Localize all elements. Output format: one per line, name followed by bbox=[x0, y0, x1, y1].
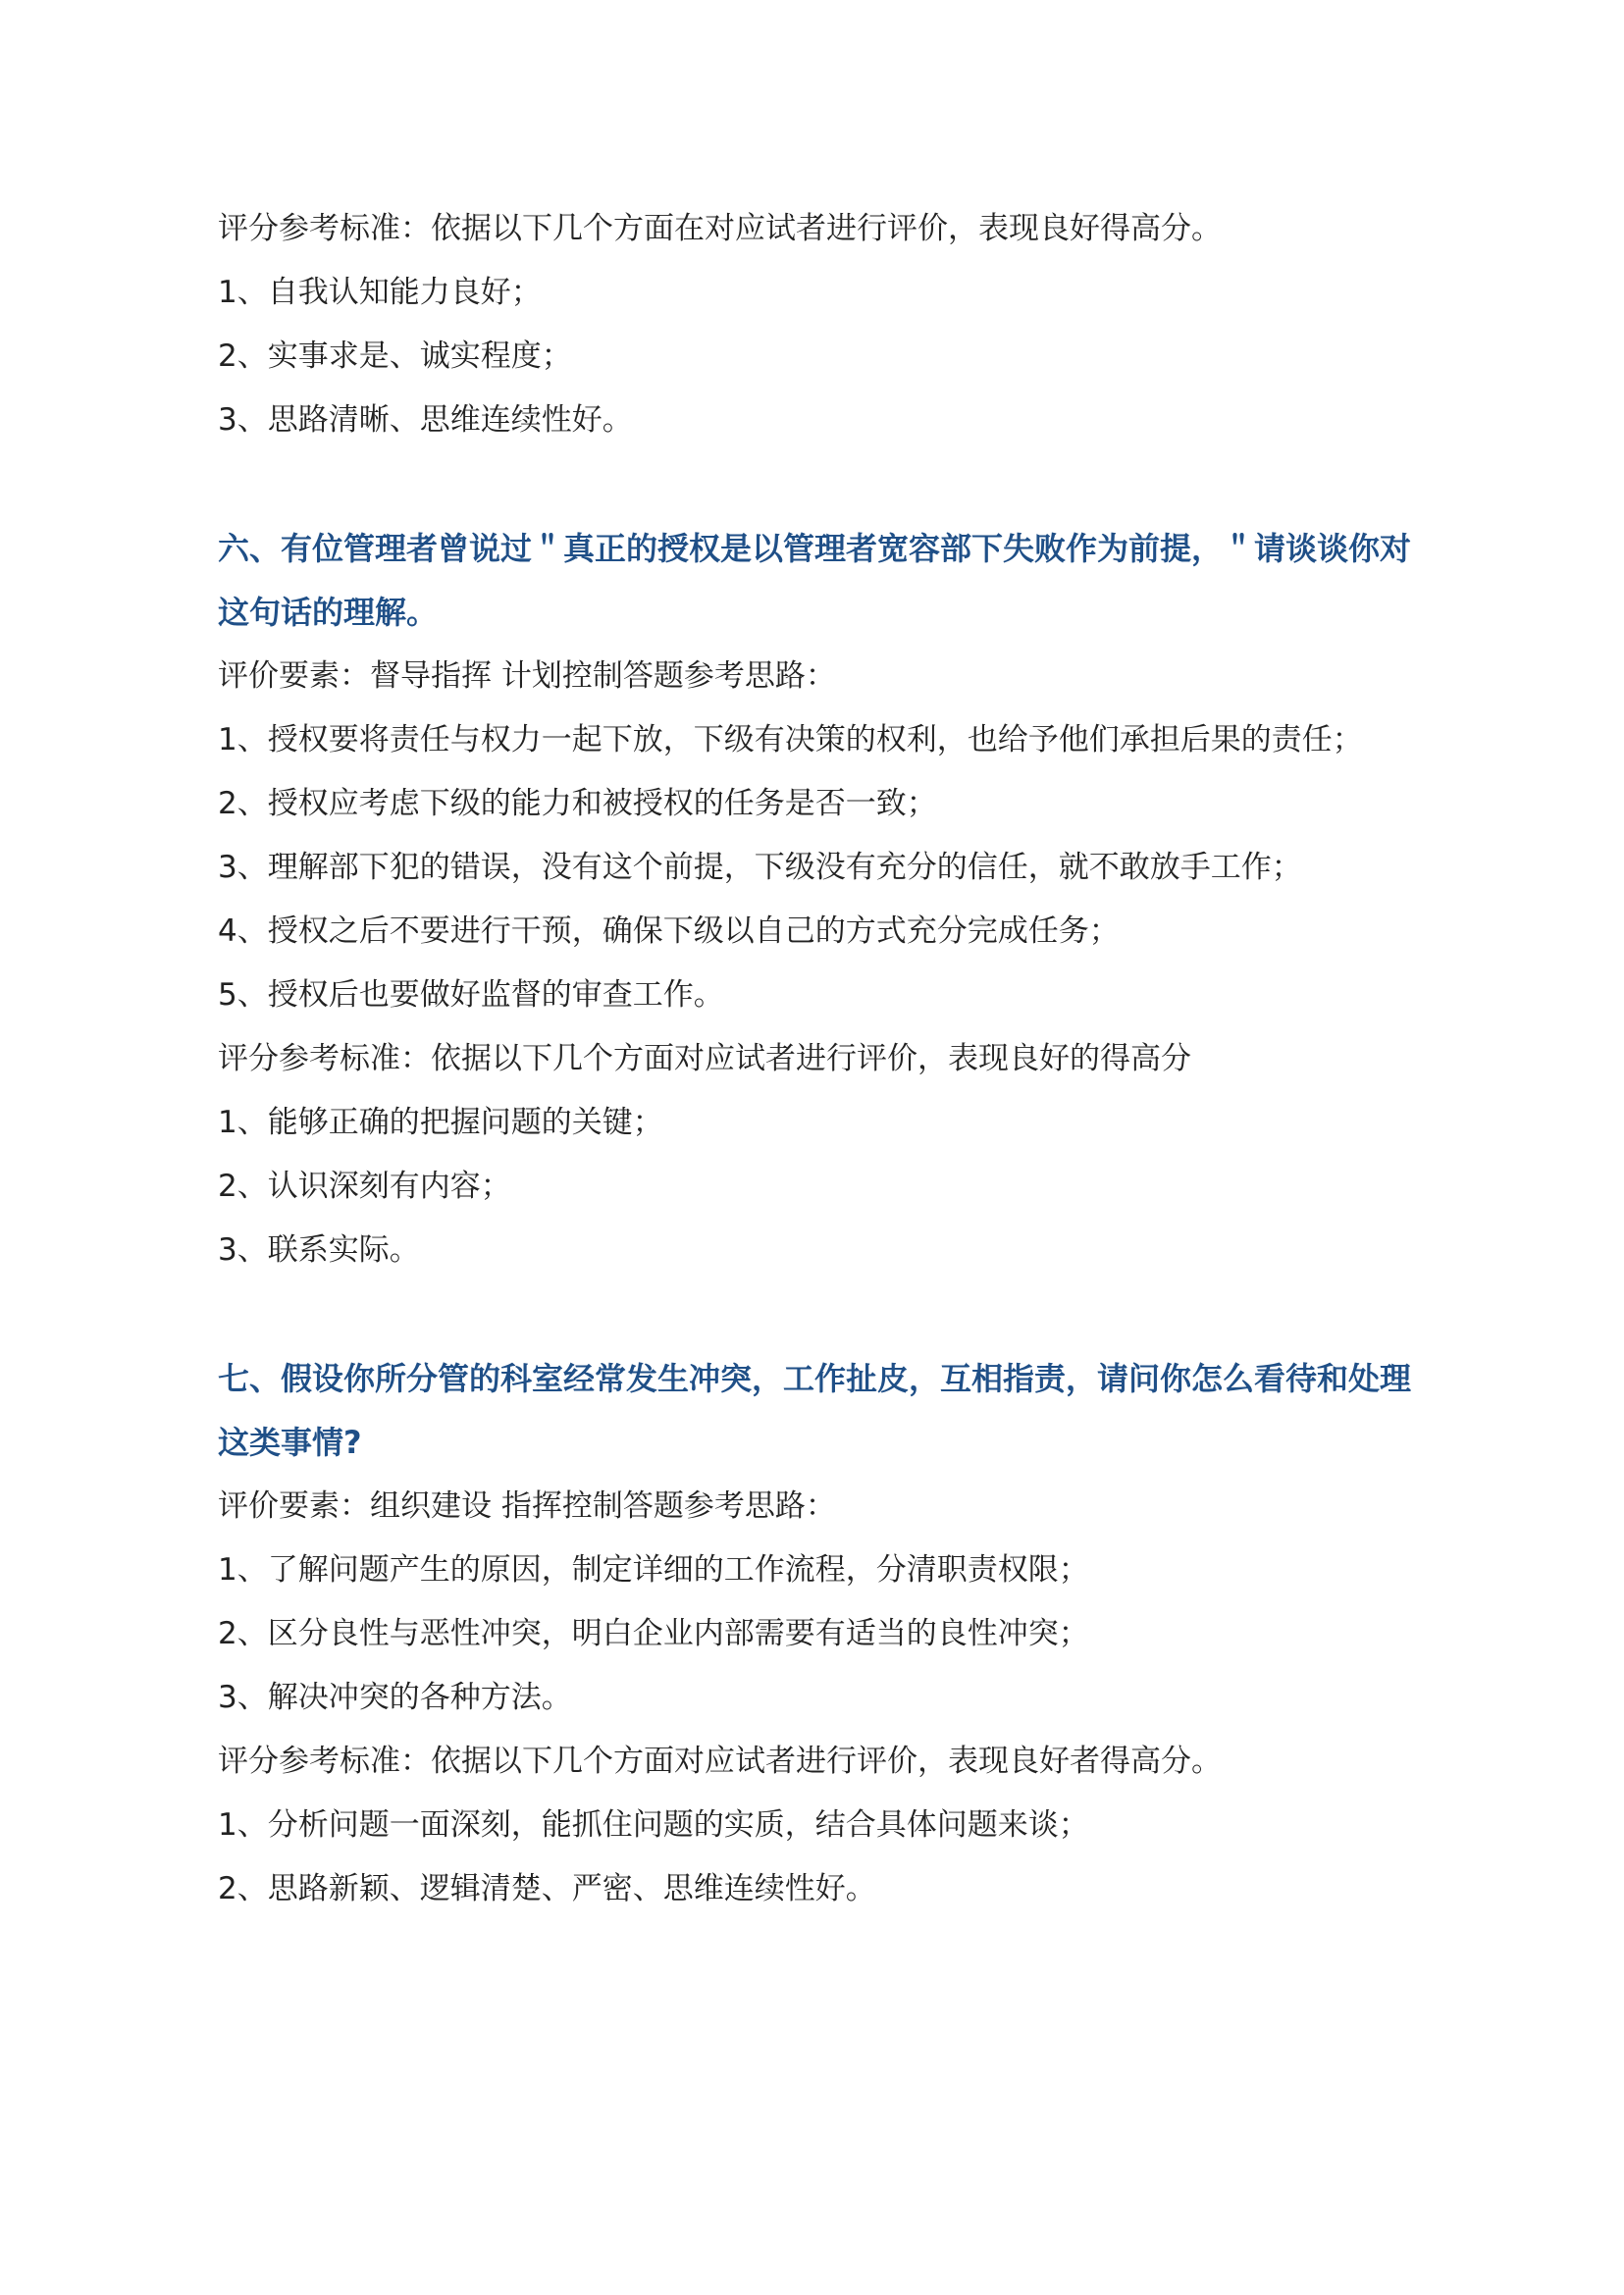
criteria-item: 2、认识深刻有内容； bbox=[218, 1169, 511, 1204]
criteria-item: 2、实事求是、诚实程度； bbox=[218, 339, 572, 374]
criteria-item: 1、能够正确的把握问题的关键； bbox=[218, 1105, 663, 1140]
evaluation-elements: 评价要素：组织建设 指挥控制答题参考思路： bbox=[218, 1488, 836, 1524]
answer-point: 4、授权之后不要进行干预，确保下级以自己的方式充分完成任务； bbox=[218, 913, 1120, 949]
criteria-intro: 评分参考标准：依据以下几个方面对应试者进行评价，表现良好者得高分。 bbox=[218, 1744, 1222, 1779]
criteria-item: 1、分析问题一面深刻，能抓住问题的实质，结合具体问题来谈； bbox=[218, 1807, 1089, 1843]
question-heading-cont: 这句话的理解。 bbox=[218, 594, 439, 631]
criteria-intro: 评分参考标准：依据以下几个方面对应试者进行评价，表现良好的得高分 bbox=[218, 1041, 1191, 1076]
answer-point: 3、理解部下犯的错误，没有这个前提，下级没有充分的信任，就不敢放手工作； bbox=[218, 850, 1302, 885]
criteria-item: 2、思路新颖、逻辑清楚、严密、思维连续性好。 bbox=[218, 1871, 876, 1906]
answer-point: 2、区分良性与恶性冲突，明白企业内部需要有适当的良性冲突； bbox=[218, 1616, 1089, 1651]
answer-point: 2、授权应考虑下级的能力和被授权的任务是否一致； bbox=[218, 786, 937, 821]
criteria-item: 3、联系实际。 bbox=[218, 1232, 420, 1268]
question-heading: 六、有位管理者曾说过＂真正的授权是以管理者宽容部下失败作为前提，＂请谈谈你对 bbox=[218, 530, 1412, 567]
criteria-item: 1、自我认知能力良好； bbox=[218, 275, 542, 310]
answer-point: 1、了解问题产生的原因，制定详细的工作流程，分清职责权限； bbox=[218, 1552, 1089, 1588]
answer-point: 5、授权后也要做好监督的审查工作。 bbox=[218, 977, 724, 1013]
criteria-intro: 评分参考标准：依据以下几个方面在对应试者进行评价，表现良好得高分。 bbox=[218, 211, 1222, 246]
evaluation-elements: 评价要素：督导指挥 计划控制答题参考思路： bbox=[218, 658, 836, 694]
criteria-item: 3、思路清晰、思维连续性好。 bbox=[218, 402, 633, 438]
answer-point: 1、授权要将责任与权力一起下放，下级有决策的权利，也给予他们承担后果的责任； bbox=[218, 722, 1363, 757]
question-heading-cont: 这类事情? bbox=[218, 1424, 362, 1461]
answer-point: 3、解决冲突的各种方法。 bbox=[218, 1680, 572, 1715]
question-heading: 七、假设你所分管的科室经常发生冲突，工作扯皮，互相指责，请问你怎么看待和处理 bbox=[218, 1360, 1412, 1397]
